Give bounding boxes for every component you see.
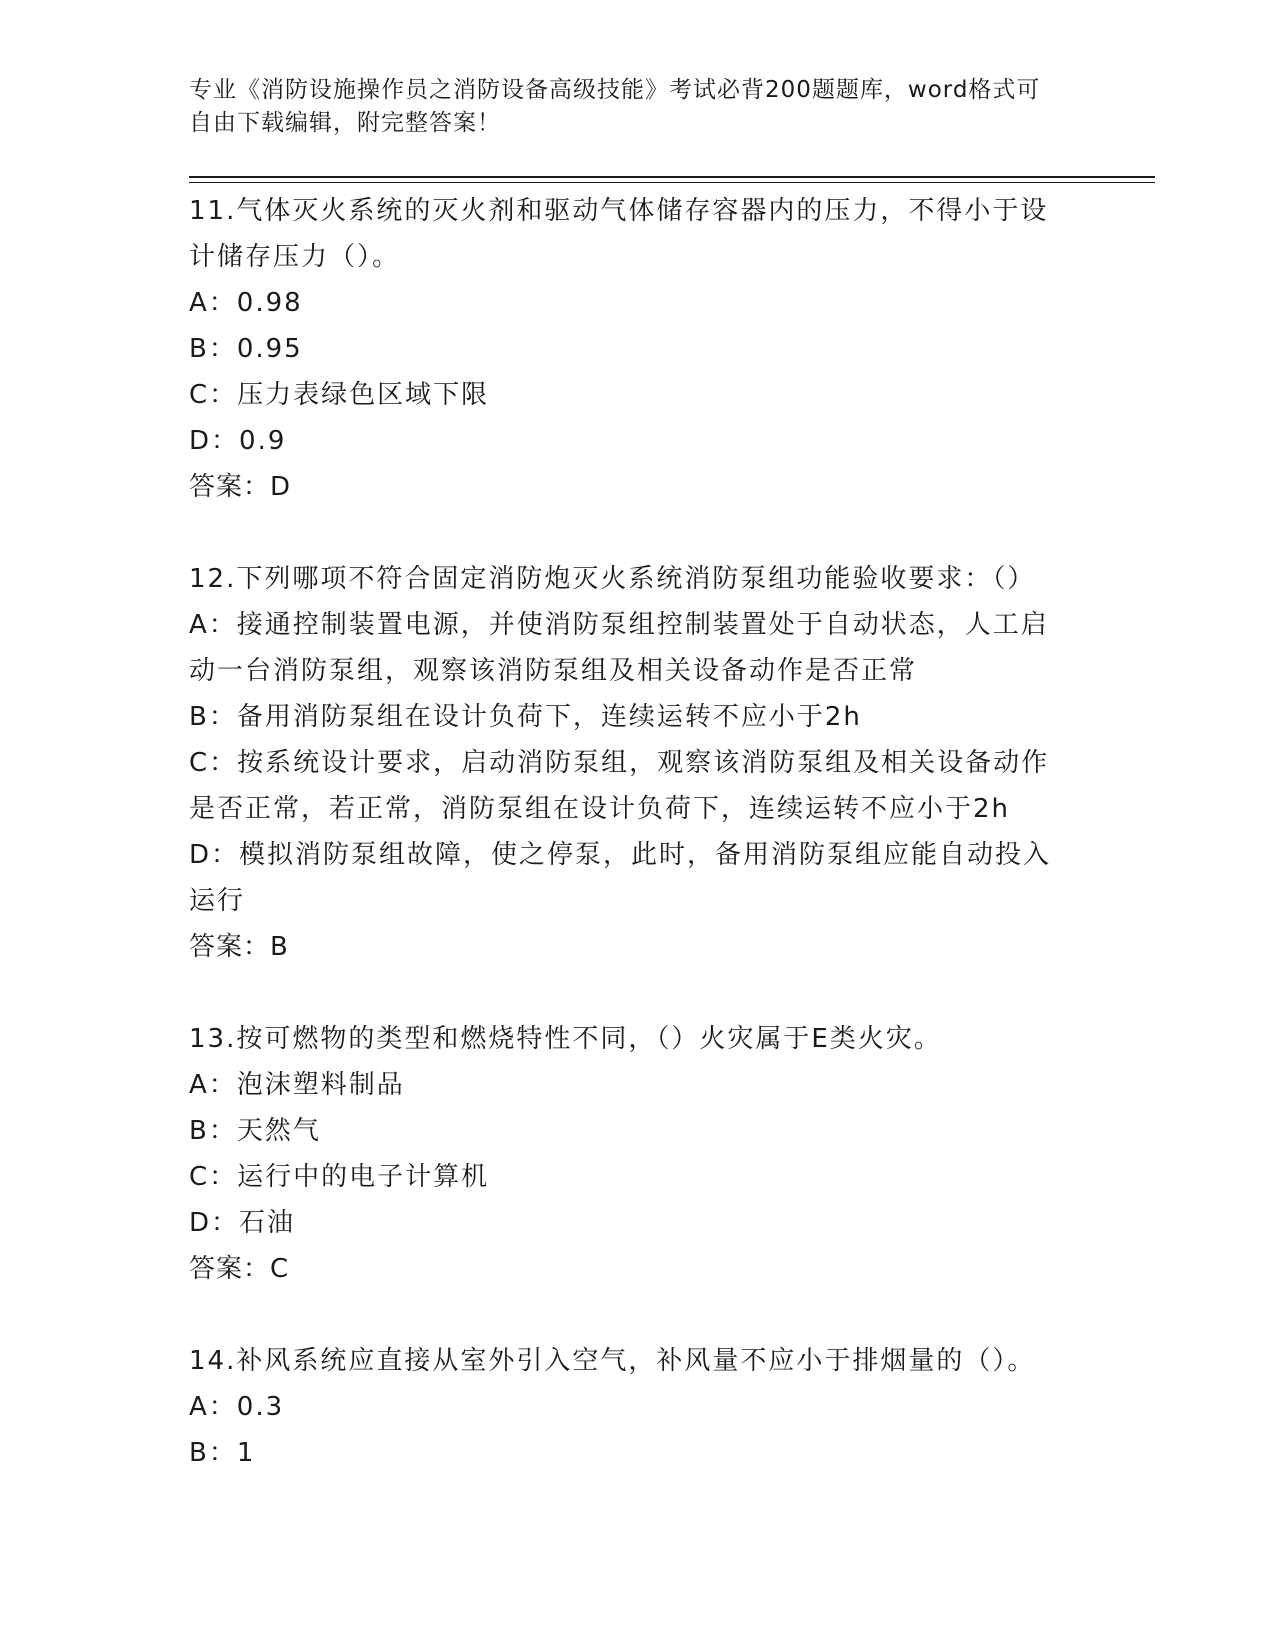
question-stem-line: 14.补风系统应直接从室外引入空气，补风量不应小于排烟量的（）。 (189, 1346, 1036, 1376)
option-b: B：天然气 (189, 1116, 321, 1146)
option-d: D：模拟消防泵组故障，使之停泵，此时，备用消防泵组应能自动投入 (189, 840, 1052, 870)
option-c: C：按系统设计要求，启动消防泵组，观察该消防泵组及相关设备动作 (189, 748, 1050, 778)
question-13 (189, 1016, 1089, 1292)
document-header (189, 74, 1089, 140)
option-d: D：石油 (189, 1208, 296, 1238)
question-stem-line: 12.下列哪项不符合固定消防炮灭火系统消防泵组功能验收要求：（） (189, 564, 1036, 594)
question-list (189, 188, 1089, 1522)
question-14 (189, 1338, 1089, 1476)
option-c: C：运行中的电子计算机 (189, 1162, 490, 1192)
option-b: B：1 (189, 1438, 256, 1468)
question-stem-line: 计储存压力（）。 (189, 242, 401, 272)
option-c: C：压力表绿色区域下限 (189, 380, 490, 410)
option-a-continued: 动一台消防泵组，观察该消防泵组及相关设备动作是否正常 (189, 656, 918, 686)
answer-line: 答案：C (189, 1254, 290, 1284)
header-line-1: 专业《消防设施操作员之消防设备高级技能》考试必背200题题库，word格式可 (189, 77, 1041, 103)
option-a: A：0.98 (189, 288, 303, 318)
option-b: B：0.95 (189, 334, 303, 364)
option-b: B：备用消防泵组在设计负荷下，连续运转不应小于2h (189, 702, 862, 732)
answer-line: 答案：B (189, 932, 289, 962)
option-a: A：0.3 (189, 1392, 285, 1422)
option-a: A：泡沫塑料制品 (189, 1070, 405, 1100)
question-11 (189, 188, 1089, 510)
option-d-continued: 运行 (189, 886, 246, 916)
header-divider-thick (189, 176, 1155, 178)
option-a: A：接通控制装置电源，并使消防泵组控制装置处于自动状态，人工启 (189, 610, 1049, 640)
header-line-2: 自由下载编辑，附完整答案！ (189, 110, 501, 136)
option-d: D：0.9 (189, 426, 287, 456)
option-c-continued: 是否正常，若正常，消防泵组在设计负荷下，连续运转不应小于2h (189, 794, 1011, 824)
question-stem-line: 11.气体灭火系统的灭火剂和驱动气体储存容器内的压力，不得小于设 (189, 196, 1049, 226)
header-divider-thin (189, 182, 1155, 183)
question-stem-line: 13.按可燃物的类型和燃烧特性不同，（）火灾属于E类火灾。 (189, 1024, 942, 1054)
answer-line: 答案：D (189, 472, 292, 502)
question-12 (189, 556, 1089, 970)
